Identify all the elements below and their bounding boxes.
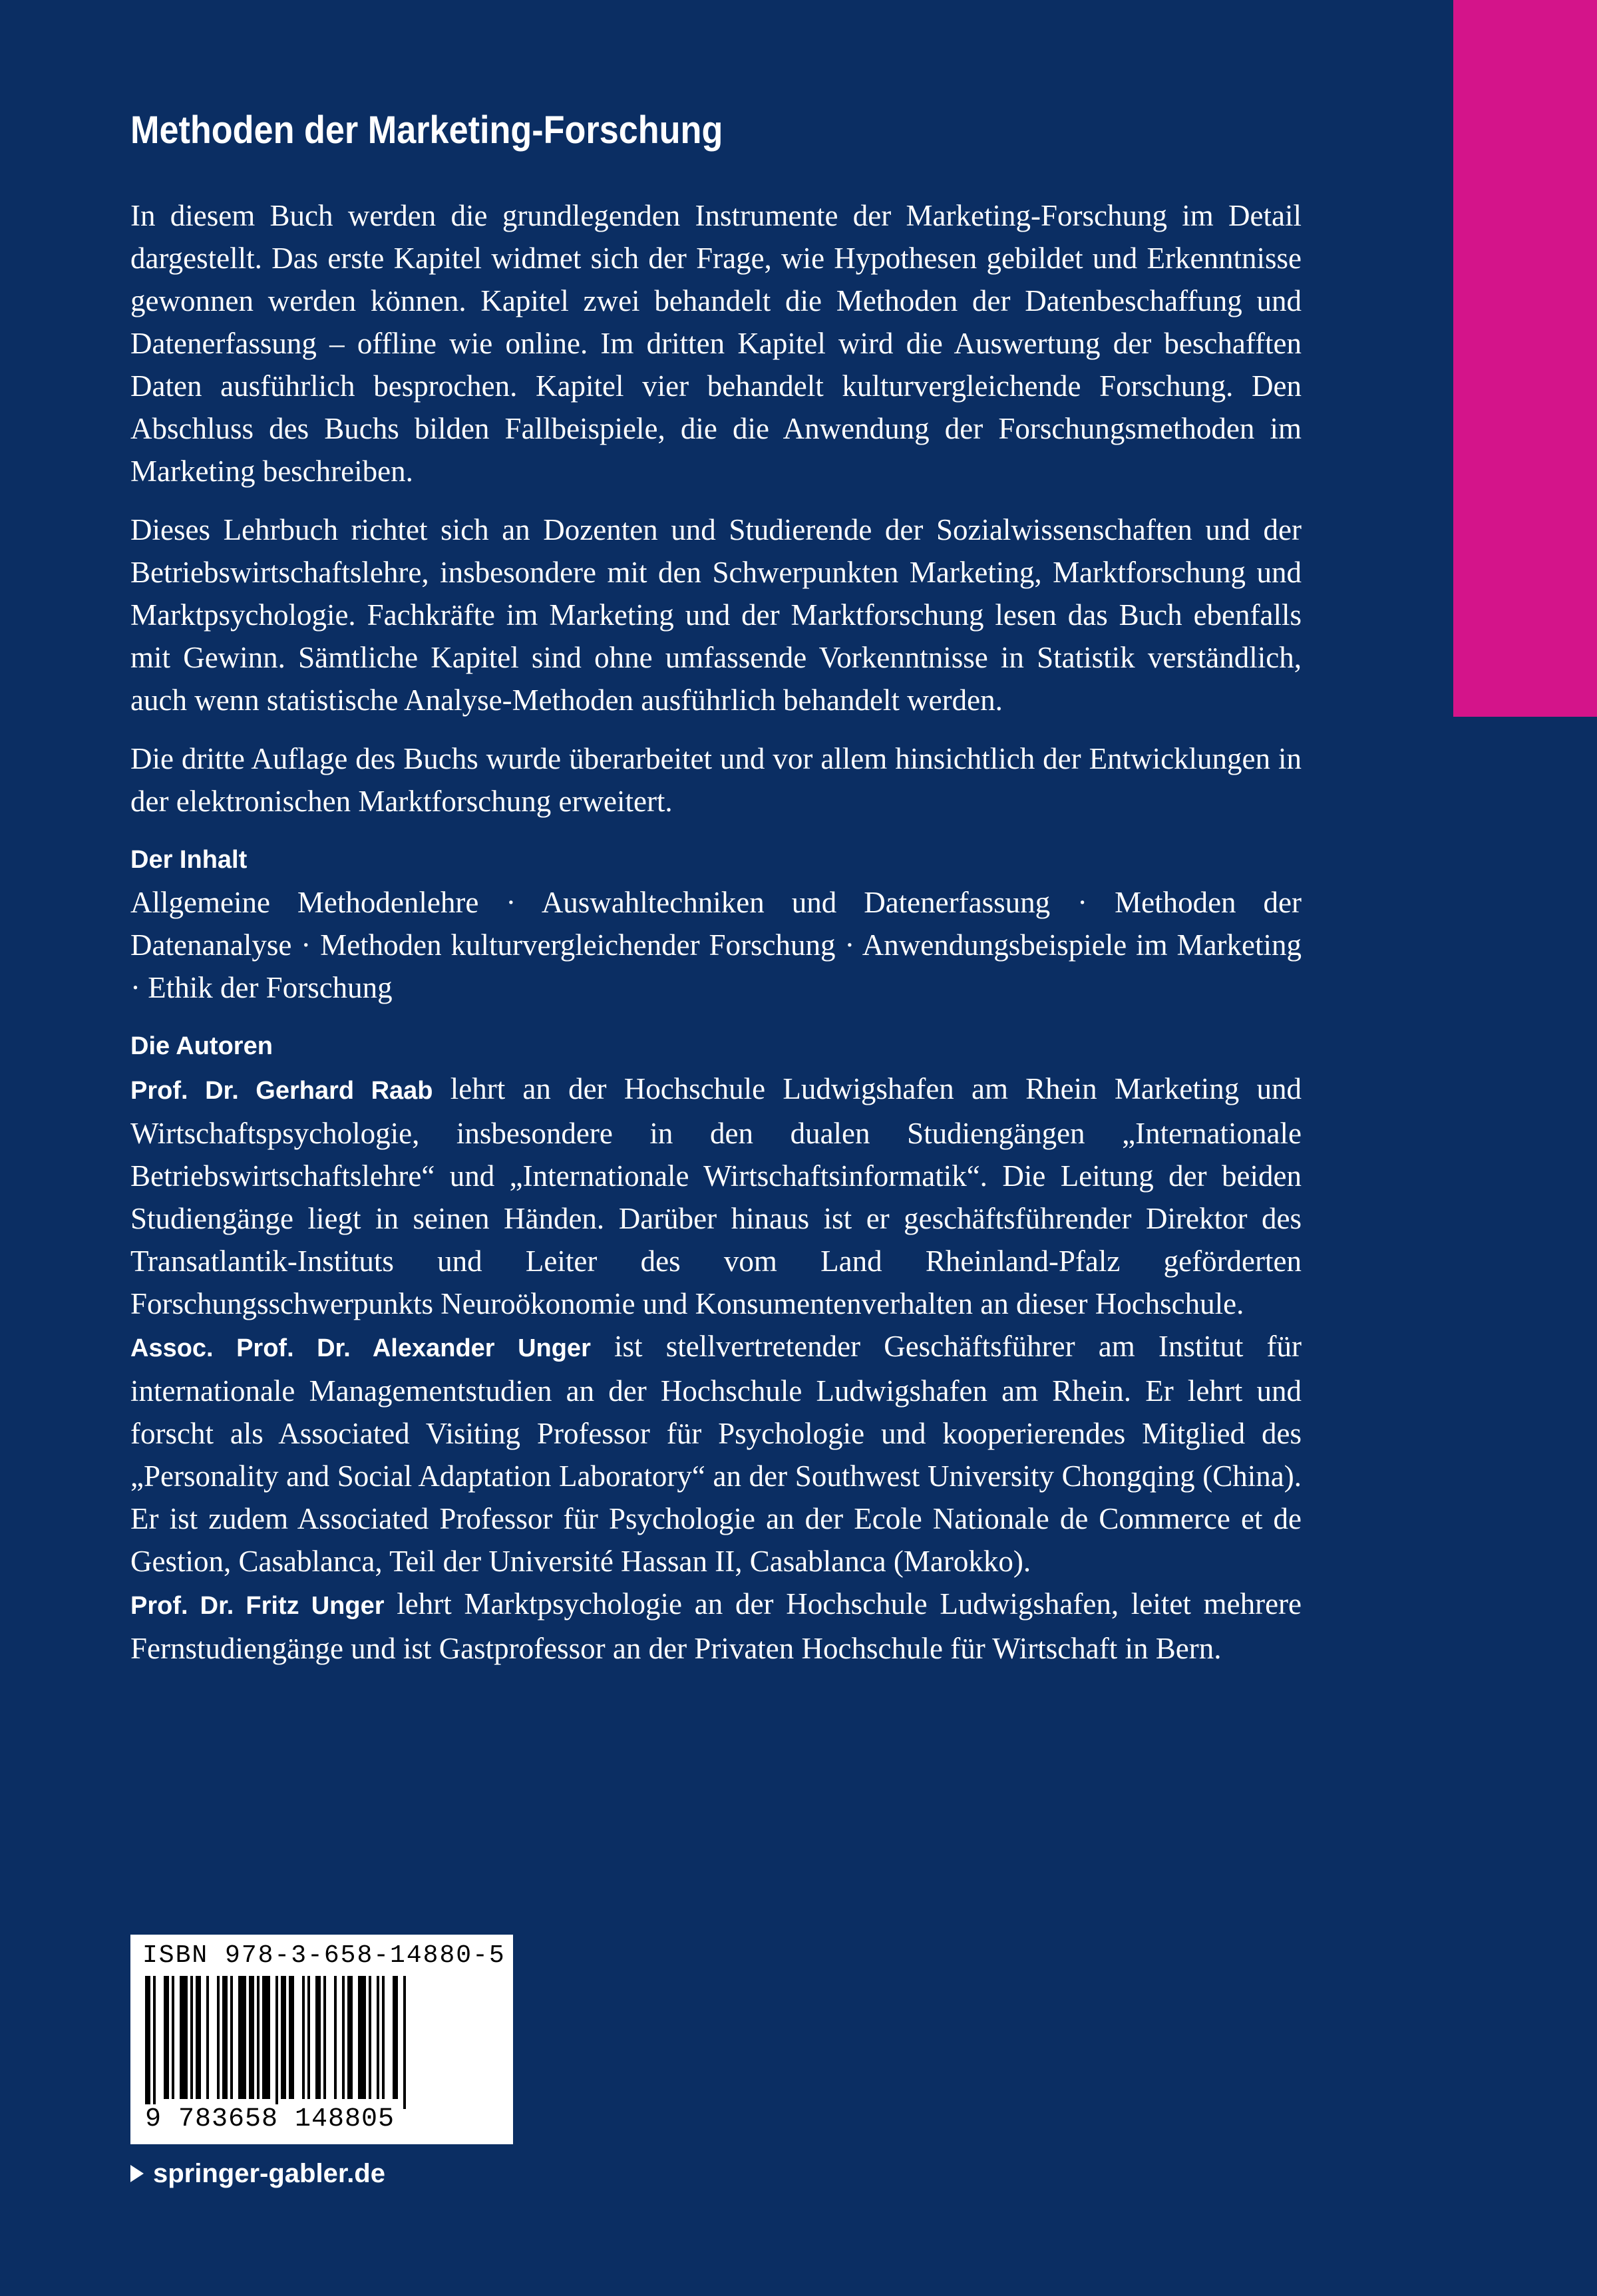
barcode-bar [289,1976,294,2099]
intro-paragraph-3: Die dritte Auflage des Buchs wurde überarbeitet und vor allem hinsichtlich der Entwicklungen in der elektronischen Marktforschung erweitert. [130,742,1302,818]
barcode-bar [347,1976,353,2099]
barcode-bar [403,1976,406,2109]
barcode-bar [180,1976,188,2099]
author-name: Prof. Dr. Fritz Unger [130,1592,385,1620]
intro-paragraph-1: In diesem Buch werden die grundlegenden Instrumente der Marketing-Forschung im Detail dargestellt. Das erste Kapitel widmet sich der Frage, wie Hypothesen gebildet und Erkenntnisse gewonnen werden können. Kapitel zwei behandelt die Methoden der Datenbeschaffung und Datenerfassung – offline wie online. Im dritten Kapitel wird die Auswertung der beschafften Daten ausführlich besprochen. Kapitel vier behandelt kulturvergleichende Forschung. Den Abschluss des Buchs bilden Fallbeispiele, die die Anwendung der Forschungsmethoden im Marketing beschreiben. [130,199,1302,488]
barcode-bar [238,1976,246,2099]
author-name: Assoc. Prof. Dr. Alexander Unger [130,1334,591,1362]
author-bio [130,1583,1302,1670]
barcode-bar [262,1976,270,2099]
barcode-bar [257,1976,260,2099]
barcode-bar [145,1976,150,2109]
isbn-barcode [130,1935,513,2144]
barcode-bar [369,1976,371,2099]
barcode-bar [302,1976,305,2099]
barcode-bar [342,1976,345,2099]
contents-list: Allgemeine Methodenlehre · Auswahltechniken und Datenerfassung · Methoden der Datenanalyse · Methoden kulturvergleichender Forschung · Anwendungsbeispiele im Marketing · Ethik der Forschung [130,886,1302,1004]
author-bio [130,1325,1302,1583]
author-name: Prof. Dr. Gerhard Raab [130,1077,433,1105]
back-cover-text [130,100,1302,1670]
barcode-bar [377,1976,379,2099]
barcode-bar [393,1976,398,2099]
barcode-bar [196,1976,201,2099]
barcode-bar [164,1976,169,2099]
isbn-text: ISBN 978-3-658-14880-5 [142,1941,506,1970]
author-bio [130,1067,1302,1325]
contents-heading: Der Inhalt [130,846,248,874]
barcode-bars [144,1976,500,2109]
barcode-bar [307,1976,310,2099]
barcode-bar [230,1976,233,2099]
barcode-bar [315,1976,321,2099]
barcode-bar [172,1976,174,2099]
barcode-digits: 9 783658 148805 [145,2104,395,2134]
arrow-right-icon [130,2165,144,2182]
barcode-bar [222,1976,228,2099]
website-url: springer-gabler.de [153,2159,385,2188]
barcode-bar [275,1976,278,2109]
book-title: Methoden der Marketing-Forschung [130,108,723,152]
barcode-bar [281,1976,286,2099]
barcode-bar [358,1976,366,2099]
barcode-bar [334,1976,337,2099]
author-bio-text: lehrt an der Hochschule Ludwigshafen am Rhein Marketing und Wirtschaftspsychologie, insbesondere in den dualen Studiengängen „Internationale Betriebswirtschaftslehre“ und „Internationale Wirtschaftsinformatik“. Die Leitung der beiden Studiengänge liegt in seinen Händen. Darüber hinaus ist er geschäftsführender Direktor des Transatlantik-Instituts und Leiter des vom Land Rheinland-Pfalz geförderten Forschungsschwerpunkts Neuroökonomie und Konsumentenverhalten an dieser Hochschule. [130,1072,1302,1320]
barcode-bar [382,1976,385,2099]
author-bio-text: lehrt Marktpsychologie an der Hochschule Ludwigshafen, leitet mehrere Fernstudiengänge und ist Gastprofessor an der Privaten Hochschule für Wirtschaft in Bern. [130,1587,1302,1665]
barcode-bar [249,1976,254,2099]
website-link[interactable] [130,2154,385,2194]
barcode-bar [217,1976,220,2099]
barcode-bar [206,1976,209,2099]
magenta-accent-bar [1453,0,1597,717]
authors-heading: Die Autoren [130,1032,273,1060]
intro-paragraph-2: Dieses Lehrbuch richtet sich an Dozenten und Studierende der Sozialwissenschaften und der Betriebswirtschaftslehre, insbesondere mit den Schwerpunkten Marketing, Marktforschung und Marktpsychologie. Fachkräfte im Marketing und der Marktforschung lesen das Buch ebenfalls mit Gewinn. Sämtliche Kapitel sind ohne umfassende Vorkenntnisse in Statistik verständlich, auch wenn statistische Analyse-Methoden ausführlich behandelt werden. [130,513,1302,717]
barcode-bar [323,1976,326,2099]
barcode-bar [190,1976,193,2099]
barcode-bar [153,1976,156,2109]
author-bio-text: ist stellvertretender Geschäftsführer am Institut für internationale Managementstudien an der Hochschule Ludwigshafen am Rhein. Er lehrt und forscht als Associated Visiting Professor für Psychologie und kooperierendes Mitglied des „Personality and Social Adaptation Laboratory“ an der Southwest University Chongqing (China). Er ist zudem Associated Professor für Psychologie an der Ecole Nationale de Commerce et de Gestion, Casablanca, Teil der Université Hassan II, Casablanca (Marokko). [130,1330,1302,1578]
